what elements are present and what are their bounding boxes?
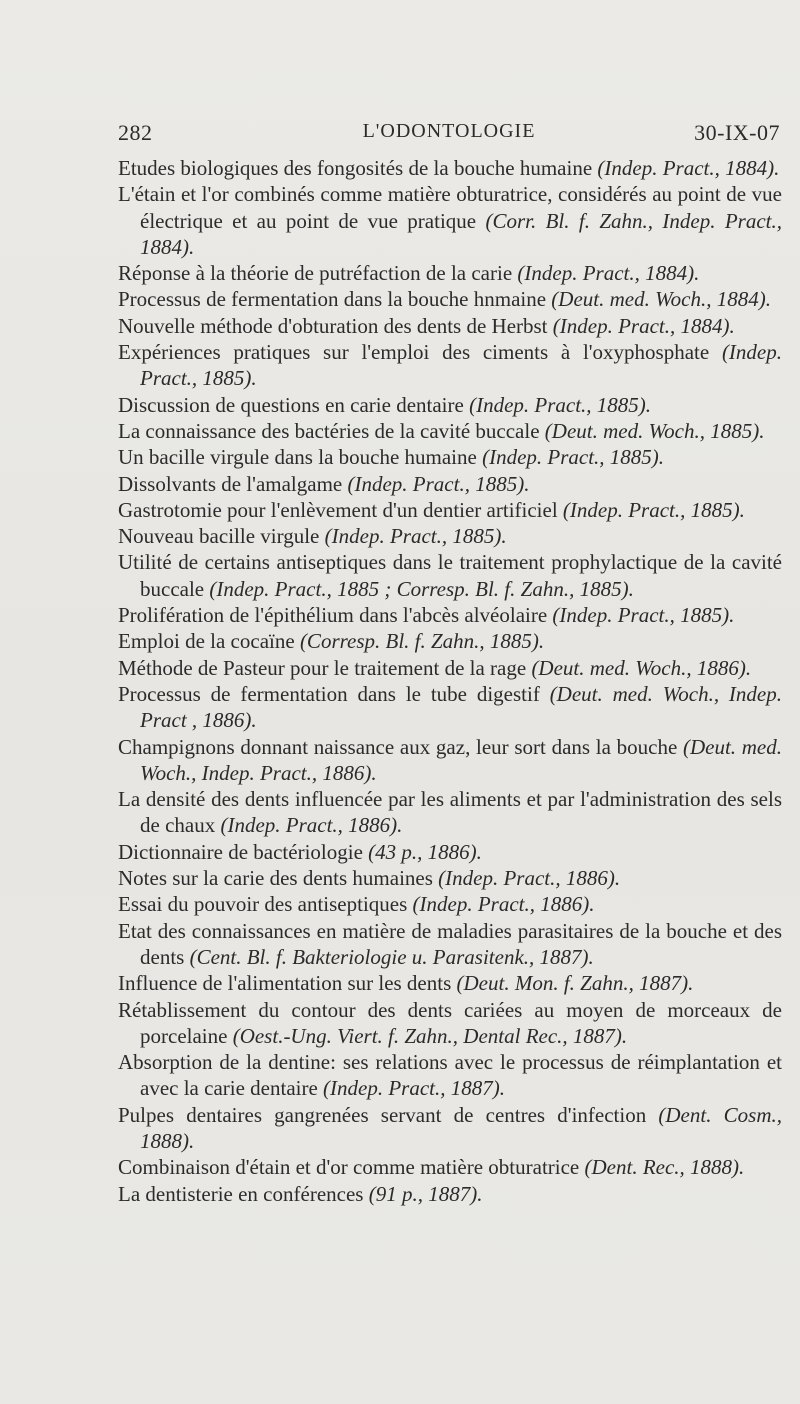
entry-source: (Deut. med. Woch., Indep. Pract., 1886). <box>140 734 782 785</box>
bibliography-entry <box>118 1049 782 1102</box>
entry-title: Rétablissement du contour des dents cariées au moyen de morceaux de porcelaine <box>118 997 782 1048</box>
entry-source: (Corresp. Bl. f. Zahn., 1885). <box>299 629 545 654</box>
entry-title: La densité des dents influencée par les aliments et par l'administration des sels de chaux <box>118 787 782 838</box>
bibliography-entry <box>118 839 782 865</box>
entry-source: (91 p., 1887). <box>368 1181 483 1206</box>
bibliography-list <box>118 155 782 1207</box>
entry-title: Expériences pratiques sur l'emploi des ciments à l'oxyphosphate <box>118 340 722 365</box>
entry-title: Essai du pouvoir des antiseptiques <box>118 892 413 917</box>
bibliography-entry <box>118 891 782 917</box>
bibliography-entry <box>118 523 782 549</box>
entry-title: La dentisterie en conférences <box>118 1181 369 1206</box>
bibliography-entry <box>118 602 782 628</box>
entry-source: (Deut. Mon. f. Zahn., 1887). <box>456 971 694 996</box>
entry-title: Etat des connaissances en matière de maladies parasitaires de la bouche et des dents <box>118 918 782 969</box>
entry-title: Dictionnaire de bactériologie <box>118 839 369 864</box>
entry-title: La connaissance des bactéries de la cavité buccale <box>118 418 545 443</box>
entry-title: Influence de l'alimentation sur les dents <box>118 971 457 996</box>
bibliography-entry <box>118 1102 782 1155</box>
bibliography-entry <box>118 444 782 470</box>
bibliography-entry <box>118 392 782 418</box>
bibliography-entry <box>118 339 782 392</box>
entry-source: (Deut. med. Woch., 1885). <box>544 418 765 443</box>
bibliography-entry <box>118 471 782 497</box>
entry-title: Prolifération de l'épithélium dans l'abcès alvéolaire <box>118 603 553 628</box>
entry-title: Processus de fermentation dans le tube digestif <box>118 681 550 706</box>
entry-source: (Cent. Bl. f. Bakteriologie u. Parasitenk., 1887). <box>189 944 594 969</box>
entry-source: (Oest.-Ung. Viert. f. Zahn., Dental Rec., 1887). <box>232 1023 628 1048</box>
entry-source: (Indep. Pract., 1885). <box>140 340 782 391</box>
bibliography-entry <box>118 734 782 787</box>
entry-source: (Indep. Pract., 1887). <box>323 1076 506 1101</box>
bibliography-entry <box>118 970 782 996</box>
entry-source: (Indep. Pract., 1884). <box>552 313 735 338</box>
entry-source: (Indep. Pract., 1885). <box>482 445 665 470</box>
page-number: 282 <box>118 120 153 145</box>
entry-source: (43 p., 1886). <box>368 839 482 864</box>
entry-title: Méthode de Pasteur pour le traitement de la rage <box>118 655 532 680</box>
entry-title: Nouveau bacille virgule <box>118 524 325 549</box>
running-header <box>118 120 780 150</box>
entry-source: (Indep. Pract., 1885). <box>562 497 745 522</box>
entry-source: (Deut. med. Woch., Indep. Pract , 1886). <box>140 681 782 733</box>
entry-title: Absorption de la dentine: ses relations avec le processus de réimplantation et avec la carie dentaire <box>118 1050 782 1101</box>
entry-source: (Deut. med. Woch., 1884). <box>551 287 771 312</box>
bibliography-entry <box>118 418 782 444</box>
entry-source: (Deut. med. Woch., 1886). <box>531 655 752 680</box>
entry-source: (Indep. Pract., 1885). <box>347 471 530 496</box>
entry-source: (Indep. Pract., 1886). <box>438 866 621 891</box>
entry-source: (Indep. Pract., 1886). <box>220 813 403 838</box>
bibliography-entry <box>118 655 782 681</box>
bibliography-entry <box>118 286 782 312</box>
bibliography-entry <box>118 918 782 971</box>
entry-source: (Indep. Pract., 1885). <box>469 392 652 417</box>
bibliography-entry <box>118 181 782 260</box>
entry-source: (Corr. Bl. f. Zahn., Indep. Pract., 1884). <box>140 208 782 259</box>
entry-title: Etudes biologiques des fongosités de la bouche humaine <box>118 156 598 180</box>
bibliography-entry <box>118 681 782 734</box>
issue-date: 30-IX-07 <box>694 120 780 145</box>
entry-source: (Indep. Pract., 1886). <box>412 892 595 917</box>
entry-source: (Dent. Cosm., 1888). <box>140 1102 782 1153</box>
entry-title: Notes sur la carie des dents humaines <box>118 866 439 891</box>
bibliography-entry <box>118 497 782 523</box>
entry-title: Un bacille virgule dans la bouche humaine <box>118 445 483 470</box>
entry-title: Processus de fermentation dans la bouche hnmaine <box>118 287 552 312</box>
entry-title: Gastrotomie pour l'enlèvement d'un dentier artificiel <box>118 497 563 522</box>
entry-title: Réponse à la théorie de putréfaction de la carie <box>118 261 518 286</box>
entry-title: Combinaison d'étain et d'or comme matière obturatrice <box>118 1155 585 1180</box>
bibliography-entry <box>118 786 782 839</box>
entry-title: Nouvelle méthode d'obturation des dents de Herbst <box>118 313 553 338</box>
entry-source: (Dent. Rec., 1888). <box>584 1155 745 1180</box>
bibliography-entry <box>118 628 782 654</box>
bibliography-entry <box>118 313 782 339</box>
bibliography-entry <box>118 260 782 286</box>
bibliography-entry <box>118 1181 782 1207</box>
entry-source: (Indep. Pract., 1884). <box>517 261 700 286</box>
entry-source: (Indep. Pract., 1885 ; Corresp. Bl. f. Zahn., 1885). <box>209 576 634 601</box>
bibliography-entry <box>118 549 782 602</box>
entry-source: (Indep. Pract., 1885). <box>324 524 507 549</box>
entry-source: (Indep. Pract., 1884). <box>597 156 780 180</box>
entry-title: Utilité de certains antiseptiques dans le traitement prophylactique de la cavité buccale <box>118 550 782 601</box>
bibliography-entry <box>118 1154 782 1180</box>
entry-title: Emploi de la cocaïne <box>118 629 300 654</box>
entry-title: Pulpes dentaires gangrenées servant de centres d'infection <box>118 1102 659 1127</box>
entry-title: Dissolvants de l'amalgame <box>118 471 348 496</box>
entry-title: Discussion de questions en carie dentaire <box>118 392 470 417</box>
bibliography-entry <box>118 865 782 891</box>
entry-title: Champignons donnant naissance aux gaz, leur sort dans la bouche <box>118 734 683 759</box>
bibliography-entry <box>118 155 782 181</box>
bibliography-entry <box>118 997 782 1050</box>
entry-title: L'étain et l'or combinés comme matière obturatrice, considérés au point de vue électrique et au point de vue pratique <box>118 182 782 233</box>
journal-title: L'ODONTOLOGIE <box>362 120 536 142</box>
entry-source: (Indep. Pract., 1885). <box>552 603 735 628</box>
